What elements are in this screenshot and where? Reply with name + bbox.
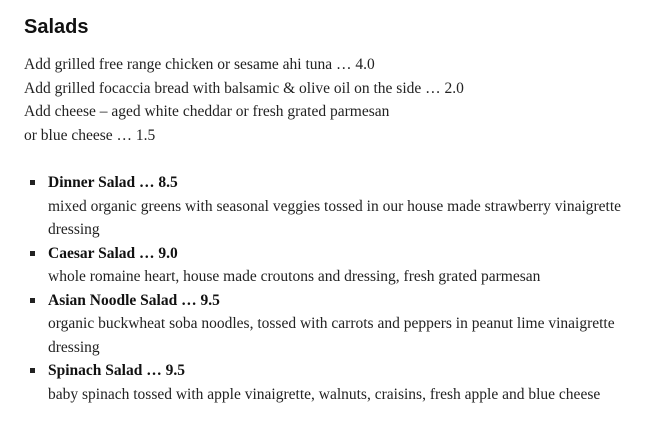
salad-list bbox=[24, 171, 640, 406]
addon-line: Add grilled free range chicken or sesame ahi tuna … 4.0 bbox=[24, 56, 375, 73]
item-description: whole romaine heart, house made croutons and dressing, fresh grated parmesan bbox=[48, 268, 541, 285]
item-name-price: Spinach Salad … 9.5 bbox=[48, 362, 185, 379]
item-description: mixed organic greens with seasonal veggies tossed in our house made strawberry vinaigrette dressing bbox=[48, 197, 622, 238]
list-item bbox=[24, 359, 640, 406]
item-description: organic buckwheat soba noodles, tossed with carrots and peppers in peanut lime vinaigrette dressing bbox=[48, 315, 615, 356]
square-bullet-icon bbox=[30, 180, 35, 185]
item-name-price: Asian Noodle Salad … 9.5 bbox=[48, 291, 220, 309]
item-name-price: Dinner Salad … 8.5 bbox=[48, 174, 178, 191]
addon-line: Add grilled focaccia bread with balsamic & olive oil on the side … 2.0 bbox=[24, 79, 464, 97]
menu-page bbox=[24, 0, 640, 406]
square-bullet-icon bbox=[30, 298, 35, 303]
addon-line: Add cheese – aged white cheddar or fresh grated parmesan bbox=[24, 103, 390, 120]
list-item bbox=[24, 289, 640, 360]
list-item bbox=[24, 242, 640, 289]
addon-list bbox=[24, 53, 640, 147]
addon-line: or blue cheese … 1.5 bbox=[24, 126, 156, 144]
list-item bbox=[24, 171, 640, 242]
section-title: Salads bbox=[24, 16, 89, 38]
item-description: baby spinach tossed with apple vinaigrette, walnuts, craisins, fresh apple and blue cheese bbox=[48, 385, 601, 403]
square-bullet-icon bbox=[30, 251, 35, 256]
item-name-price: Caesar Salad … 9.0 bbox=[48, 244, 178, 262]
square-bullet-icon bbox=[30, 368, 35, 373]
